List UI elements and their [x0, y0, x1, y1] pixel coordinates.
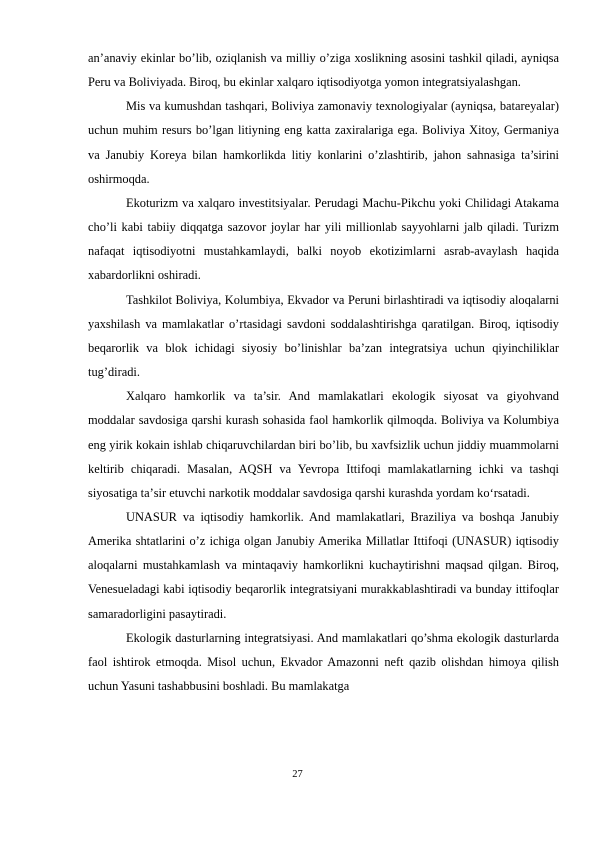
paragraph-ecotourism: Ekoturizm va xalqaro investitsiyalar. Perudagi Machu-Pikchu yoki Chilidagi Atakama cho’li kabi tabiiy diqqatga sazovor joylar har yili millionlab sayyohlarni jalb qiladi. Turizm nafaqat iqtisodiyotni mustahkamlaydi, balki noyob ekotizimlarni asrab-avaylash haqida xabardorlikni oshiradi. [88, 195, 559, 283]
page-number: 27 [292, 769, 303, 780]
paragraph-lithium: Mis va kumushdan tashqari, Boliviya zamonaviy texnologiyalar (ayniqsa, batareyalar) uchun muhim resurs bo’lgan litiyning eng katta zaxiralariga ega. Boliviya Xitoy, Germaniya va Janubiy Koreya bilan hamkorlikda litiy konlarini o’zlashtirib, jahon sahnasiga ta’sirini oshirmoqda. [88, 99, 559, 186]
paragraph-continuation: an’anaviy ekinlar bo’lib, oziqlanish va milliy o’ziga xoslikning asosini tashkil qiladi, ayniqsa Peru va Boliviyada. Biroq, bu ekinlar xalqaro iqtisodiyotga yomon integratsiyalashgan. [88, 51, 559, 90]
body-text [88, 46, 559, 698]
paragraph-ecological-programs: Ekologik dasturlarning integratsiyasi. And mamlakatlari qo’shma ekologik dasturlarda faol ishtirok etmoqda. Misol uchun, Ekvador Amazonni neft qazib olishdan himoya qilish uchun Yasuni tashabbusini boshladi. Bu mamlakatga [88, 630, 559, 694]
paragraph-international-cooperation: Xalqaro hamkorlik va ta’sir. And mamlakatlari ekologik siyosat va giyohvand moddalar savdosiga qarshi kurash sohasida faol hamkorlik qilmoqda. Boliviya va Kolumbiya eng yirik kokain ishlab chiqaruvchilardan biri bo’lib, bu xavfsizlik uchun jiddiy muammolarni keltirib chiqaradi. Masalan, AQSH va Yevropa Ittifoqi mamlakatlarning ichki va tashqi siyosatiga taʼsir etuvchi narkotik moddalar savdosiga qarshi kurashda yordam koʻrsatadi. [88, 389, 559, 500]
paragraph-organization: Tashkilot Boliviya, Kolumbiya, Ekvador va Peruni birlashtiradi va iqtisodiy aloqalarni yaxshilash va mamlakatlar o’rtasidagi savdoni soddalashtirishga qaratilgan. Biroq, iqtisodiy beqarorlik va blok ichidagi siyosiy bo’linishlar ba’zan integratsiya uchun qiyinchiliklar tug’diradi. [88, 292, 559, 380]
paragraph-unasur: UNASUR va iqtisodiy hamkorlik. And mamlakatlari, Braziliya va boshqa Janubiy Amerika shtatlarini o’z ichiga olgan Janubiy Amerika Millatlar Ittifoqi (UNASUR) iqtisodiy aloqalarni mustahkamlash va mintaqaviy hamkorlikni kuchaytirishni maqsad qilgan. Biroq, Venesueladagi kabi iqtisodiy beqarorlik integratsiyani murakkablashtiradi va bunday ittifoqlar samaradorligini pasaytiradi. [88, 509, 559, 621]
